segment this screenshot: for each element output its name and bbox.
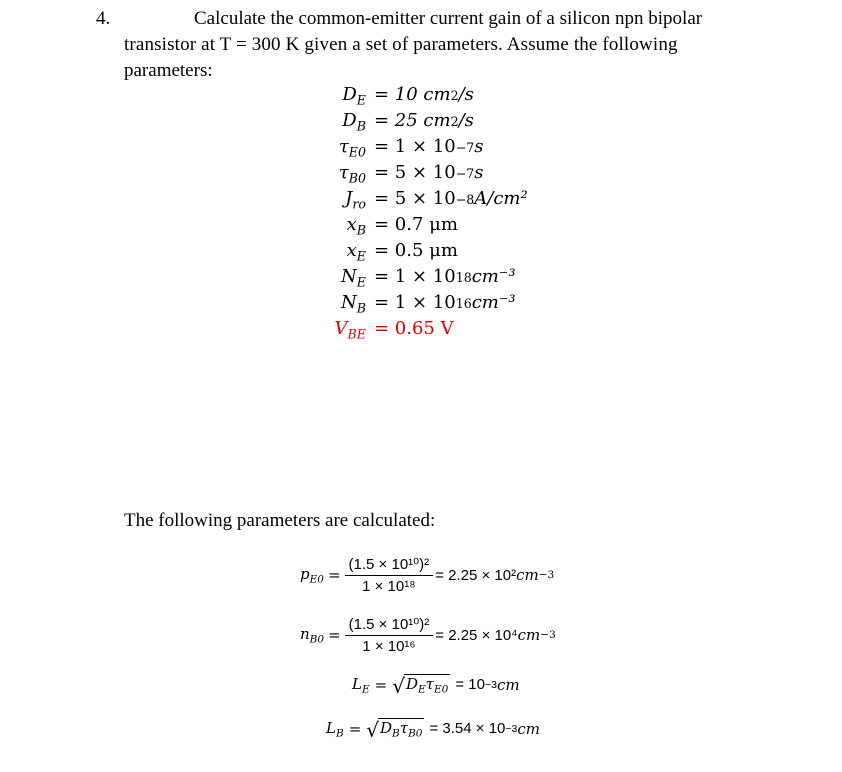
- eq-pe0-lhs: $p_{E0}$: [300, 564, 324, 586]
- eq-le: $L_E$ = √ $D_E\tau_{E0}$ = 10 −3 cm: [352, 673, 520, 698]
- question-number: 4.: [96, 8, 111, 29]
- eq-nb0: $n_{B0}$ = $\frac{\text{(1.5 × 10¹⁰)²}}{\text{1 × 10¹⁶}}$ = 2.25 × 10⁴ cm −3: [300, 616, 556, 655]
- param-nb: $N_B$ = 1 × 10 16 cm⁻³: [340, 292, 516, 316]
- sqrt-icon: √ $D_E\tau_{E0}$: [392, 673, 449, 698]
- param-de: $D_E$ = 10 cm 2 /s: [342, 84, 474, 108]
- eq-pe0: $p_{E0}$ = $\frac{\text{(1.5 × 10¹⁰)²}}{\text{1 × 10¹⁸}}$ = 2.25 × 10² cm −3: [300, 556, 555, 595]
- param-vbe: $V_{BE}$ = 0.65 V: [334, 318, 454, 342]
- eq-pe0-fraction: $\frac{\text{(1.5 × 10¹⁰)²}}{\text{1 × 10¹⁸}}$: [345, 555, 434, 595]
- param-xe: $x_E$ = 0.5 μm: [346, 240, 458, 264]
- calc-heading: The following parameters are calculated:: [124, 510, 436, 531]
- param-db: $D_B$ = 25 cm 2 /s: [342, 110, 474, 134]
- param-ne: $N_E$ = 1 × 10 18 cm⁻³: [341, 266, 516, 290]
- param-tau-e0: $\tau_{E0}$ = 1 × 10 −7 s: [338, 136, 484, 160]
- eq-nb0-fraction: $\frac{\text{(1.5 × 10¹⁰)²}}{\text{1 × 10¹⁶}}$: [345, 615, 434, 655]
- sqrt-icon: √ $D_B\tau_{B0}$: [366, 717, 423, 742]
- question-line-2: transistor at T = 300 K given a set of parameters. Assume the following: [124, 34, 678, 55]
- param-tau-b0: $\tau_{B0}$ = 5 × 10 −7 s: [338, 162, 484, 186]
- eq-lb: $L_B$ = √ $D_B\tau_{B0}$ = 3.54 × 10 −3 cm: [326, 717, 540, 742]
- eq-nb0-lhs: $n_{B0}$: [300, 624, 325, 646]
- question-line-1: Calculate the common-emitter current gain of a silicon npn bipolar: [194, 8, 703, 29]
- param-jro: $J_{ro}$ = 5 × 10 −8 A/cm²: [345, 188, 528, 212]
- question-line-3: parameters:: [124, 60, 213, 81]
- param-xb: $x_B$ = 0.7 μm: [346, 214, 458, 238]
